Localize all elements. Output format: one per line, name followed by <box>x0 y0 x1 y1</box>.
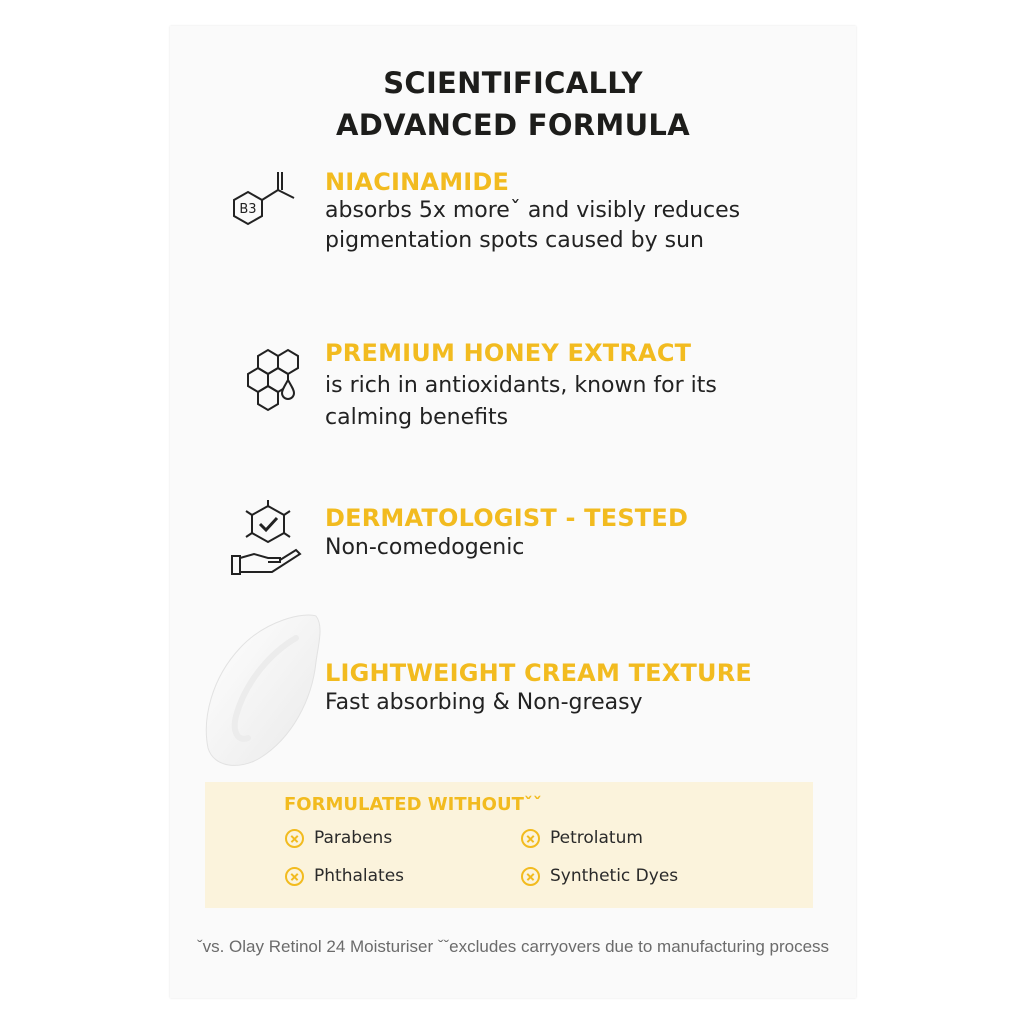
title-line-1: SCIENTIFICALLY <box>383 66 643 100</box>
without-item-label: Synthetic Dyes <box>550 866 679 886</box>
hand-check-icon <box>228 500 308 580</box>
cross-circle-icon <box>521 829 540 848</box>
b3-molecule-icon <box>222 168 312 234</box>
cross-circle-icon <box>285 867 304 886</box>
without-item-synthetic-dyes <box>521 864 678 888</box>
title-line-2: ADVANCED FORMULA <box>336 108 690 142</box>
feature-heading-honey: PREMIUM HONEY EXTRACT <box>325 339 692 367</box>
feature-heading-niacinamide: NIACINAMIDE <box>325 168 510 196</box>
without-item-parabens <box>285 826 392 850</box>
without-item-label: Petrolatum <box>550 828 643 848</box>
feature-heading-dermatologist: DERMATOLOGIST - TESTED <box>325 504 689 532</box>
cross-circle-icon <box>285 829 304 848</box>
feature-text-honey-line-1: is rich in antioxidants, known for its <box>325 373 717 398</box>
cross-circle-icon <box>521 867 540 886</box>
feature-text-niacinamide-line-1: absorbs 5x moreˇ and visibly reduces <box>325 198 741 223</box>
feature-text-cream: Fast absorbing & Non-greasy <box>325 690 643 715</box>
formulated-without-heading: FORMULATED WITHOUTˇˇ <box>284 794 542 815</box>
feature-heading-cream: LIGHTWEIGHT CREAM TEXTURE <box>325 659 752 687</box>
honeycomb-drop-icon <box>240 342 310 414</box>
without-item-label: Phthalates <box>314 866 405 886</box>
without-item-label: Parabens <box>314 828 393 848</box>
feature-text-dermatologist: Non-comedogenic <box>325 535 525 560</box>
feature-text-niacinamide-line-2: pigmentation spots caused by sun <box>325 228 704 253</box>
without-item-petrolatum <box>521 826 643 850</box>
footnote: ˇvs. Olay Retinol 24 Moisturiser ˇˇexcludes carryovers due to manufacturing process <box>196 937 830 956</box>
cream-swatch-icon <box>196 608 326 772</box>
page-title <box>170 62 856 146</box>
b3-label: B3 <box>239 202 257 217</box>
without-item-phthalates <box>285 864 404 888</box>
feature-text-honey-line-2: calming benefits <box>325 405 509 430</box>
